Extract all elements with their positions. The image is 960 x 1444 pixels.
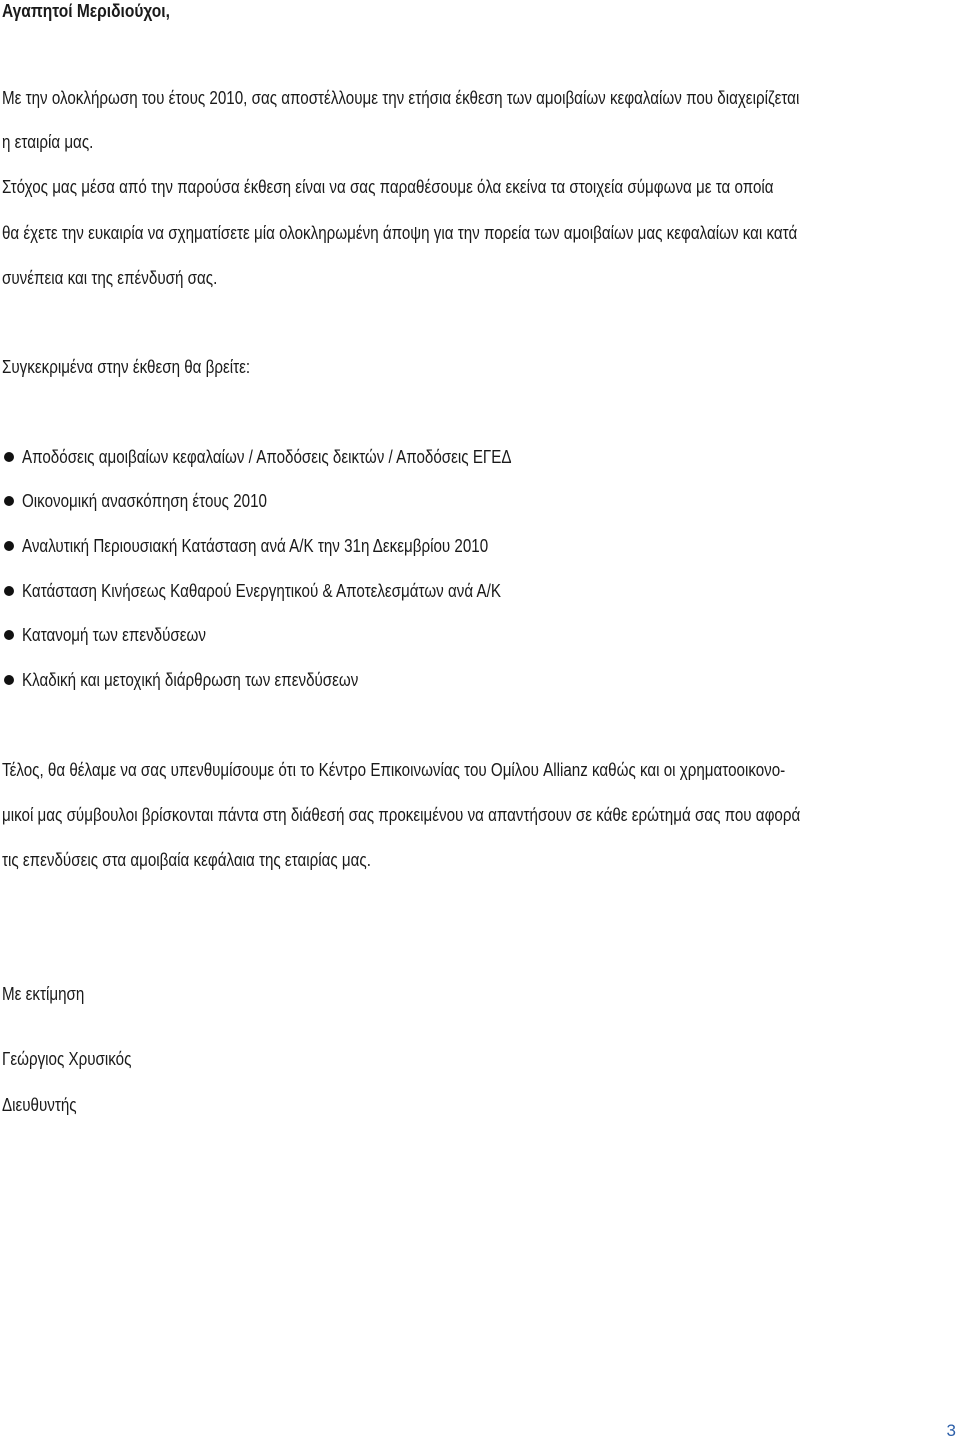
list-item-text: Κατανομή των επενδύσεων [22, 624, 206, 645]
list-item-text: Οικονομική ανασκόπηση έτους 2010 [22, 490, 267, 511]
bullet-icon [4, 452, 14, 462]
intro-line: Στόχος μας μέσα από την παρούσα έκθεση είναι να σας παραθέσουμε όλα εκείνα τα στοιχεία σύμφωνα με τα οποία [2, 176, 774, 197]
regards: Με εκτίμηση [2, 983, 85, 1004]
list-item-text: Αναλυτική Περιουσιακή Κατάσταση ανά Α/Κ την 31η Δεκεμβρίου 2010 [22, 535, 489, 556]
list-item-text: Αποδόσεις αμοιβαίων κεφαλαίων / Αποδόσεις δεικτών / Αποδόσεις ΕΓΕΔ [22, 446, 512, 467]
closing-line: μικοί μας σύμβουλοι βρίσκονται πάντα στη διάθεσή σας προκειμένου να απαντήσουν σε κάθε ερώτημά σας που αφορά [2, 804, 801, 825]
intro-line: θα έχετε την ευκαιρία να σχηματίσετε μία ολοκληρωμένη άποψη για την πορεία των αμοιβαίων μας κεφαλαίων και κατά [2, 222, 798, 243]
bullet-icon [4, 675, 14, 685]
greeting: Αγαπητοί Μεριδιούχοι, [2, 0, 170, 21]
closing-line: Τέλος, θα θέλαμε να σας υπενθυμίσουμε ότι το Κέντρο Επικοινωνίας του Ομίλου Allianz καθώς και οι χρηματοοικονο- [2, 759, 786, 780]
list-item-text: Κατάσταση Κινήσεως Καθαρού Ενεργητικού & Αποτελεσμάτων ανά Α/Κ [22, 580, 501, 601]
list-intro: Συγκεκριμένα στην έκθεση θα βρείτε: [2, 356, 251, 377]
intro-line: η εταιρία μας. [2, 131, 94, 152]
intro-line: συνέπεια και της επένδυσή σας. [2, 267, 218, 288]
signer-name: Γεώργιος Χρυσικός [2, 1048, 132, 1069]
closing-line: τις επενδύσεις στα αμοιβαία κεφάλαια της εταιρίας μας. [2, 849, 371, 870]
page-number: 3 [946, 1421, 956, 1440]
bullet-icon [4, 586, 14, 596]
bullet-icon [4, 541, 14, 551]
signer-title: Διευθυντής [2, 1094, 77, 1115]
bullet-icon [4, 630, 14, 640]
bullet-icon [4, 496, 14, 506]
intro-line: Με την ολοκλήρωση του έτους 2010, σας αποστέλλουμε την ετήσια έκθεση των αμοιβαίων κεφαλαίων που διαχειρίζεται [2, 87, 800, 108]
list-item-text: Κλαδική και μετοχική διάρθρωση των επενδύσεων [22, 669, 359, 690]
